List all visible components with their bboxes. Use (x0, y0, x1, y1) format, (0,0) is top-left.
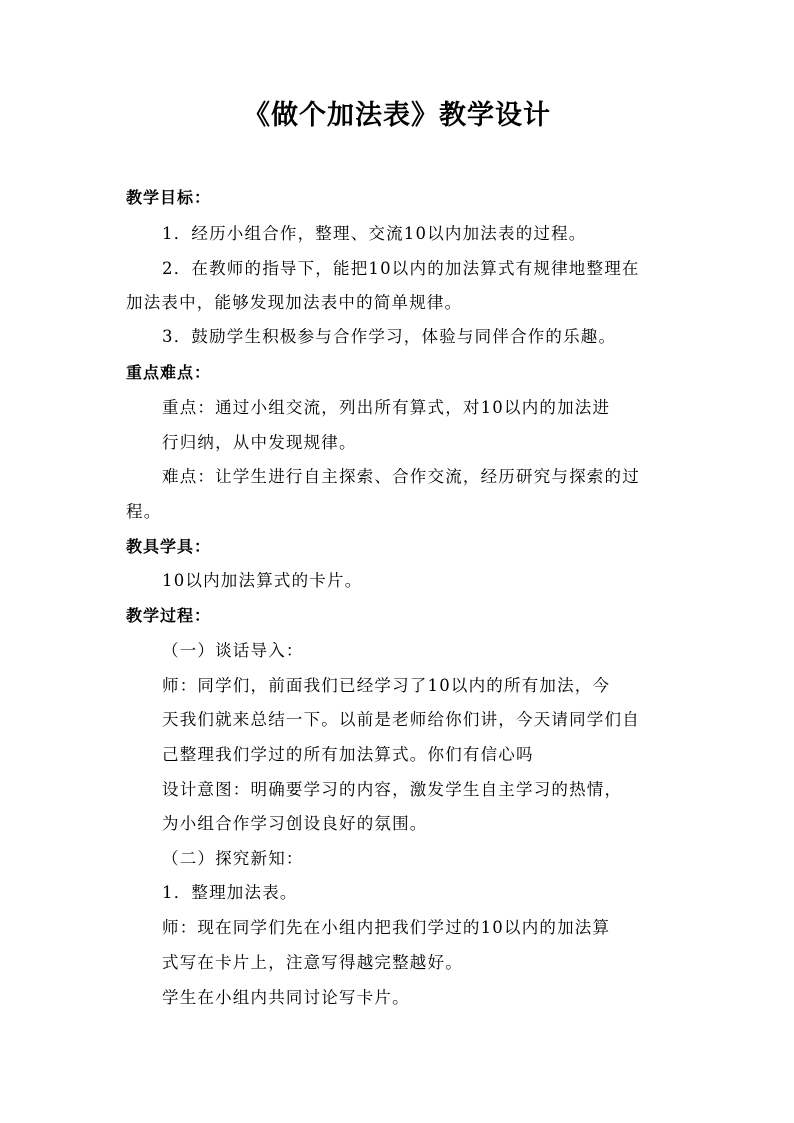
section-heading-process: 教学过程： (126, 606, 212, 625)
body-line: 师：现在同学们先在小组内把我们学过的10以内的加法算 (162, 918, 611, 937)
body-line: 3．鼓励学生积极参与合作学习，体验与同伴合作的乐趣。 (162, 327, 617, 346)
body-line: 己整理我们学过的所有加法算式。你们有信心吗 (162, 745, 534, 764)
body-line: 10以内加法算式的卡片。 (162, 571, 363, 590)
body-line: 天我们就来总结一下。以前是老师给你们讲，今天请同学们自 (162, 710, 640, 729)
section-heading-materials: 教具学具： (126, 537, 212, 556)
subsection-heading: （二）探究新知： (162, 849, 304, 868)
body-line: 式写在卡片上，注意写得越完整越好。 (162, 953, 463, 972)
section-heading-key-points: 重点难点： (126, 363, 212, 382)
section-heading-objectives: 教学目标： (126, 188, 212, 207)
body-line: 加法表中，能够发现加法表中的简单规律。 (126, 293, 463, 312)
body-line: 1．经历小组合作，整理、交流10以内加法表的过程。 (162, 224, 587, 243)
body-line: 学生在小组内共同讨论写卡片。 (162, 988, 410, 1007)
body-line: 设计意图：明确要学习的内容，激发学生自主学习的热情， (162, 780, 623, 799)
body-line: 师：同学们，前面我们已经学习了10以内的所有加法，今 (162, 676, 611, 695)
body-line: 重点：通过小组交流，列出所有算式，对10以内的加法进 (162, 398, 611, 417)
body-line: 行归纳，从中发现规律。 (162, 433, 357, 452)
body-line: 2．在教师的指导下，能把10以内的加法算式有规律地整理在 (162, 259, 640, 278)
body-line: 1．整理加法表。 (162, 883, 298, 902)
body-line: 难点：让学生进行自主探索、合作交流，经历研究与探索的过 (162, 467, 640, 486)
document-title: 《做个加法表》教学设计 (243, 100, 551, 131)
subsection-heading: （一）谈话导入： (162, 641, 304, 660)
body-line: 程。 (126, 502, 162, 521)
body-line: 为小组合作学习创设良好的氛围。 (162, 814, 428, 833)
